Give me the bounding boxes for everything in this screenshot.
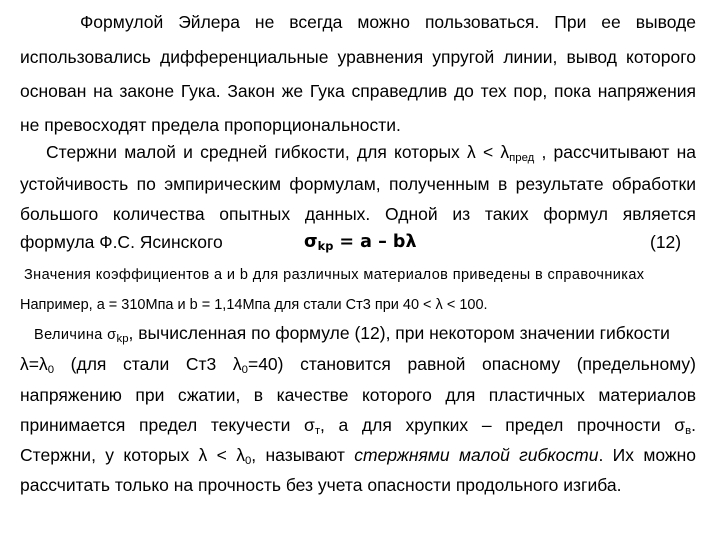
lambda0-subscript-3: 0 xyxy=(244,454,252,467)
p4-line-5-mid: , называют xyxy=(251,445,355,465)
lambda0-subscript: 0 xyxy=(47,363,55,376)
sigma-t-subscript: т xyxy=(314,424,321,437)
sigma-kp-subscript: kp xyxy=(116,332,129,345)
p4-line-4-text: принимается предел текучести σ xyxy=(20,415,315,435)
p4-line-2-lambda: λ=λ xyxy=(20,354,48,374)
p4-line-2-text: (для стали Ст3 λ xyxy=(54,354,242,374)
p1-line-2: использовались дифференциальные уравнения упругой линии, вывод которого xyxy=(20,47,696,67)
p4-line-4-mid: , а для хрупких – предел прочности σ xyxy=(320,415,686,435)
p4-line-5 xyxy=(20,443,696,473)
sigma-v-subscript: в xyxy=(685,424,692,437)
formula-label: формула Ф.С. Ясинского xyxy=(20,232,223,252)
formula-number: (12) xyxy=(650,232,682,252)
lambda0-subscript-2: 0 xyxy=(241,363,248,376)
p2-line-1-tail: , рассчитывают на xyxy=(534,142,696,162)
p4-line-1-text: , вычисленная по формуле (12), при некотором значении гибкости xyxy=(128,323,670,343)
small-flexibility-term: стержнями малой гибкости xyxy=(354,445,599,465)
p1-line-4: не превосходят предела пропорциональности. xyxy=(20,115,401,135)
p4-line-6: рассчитать только на прочность без учета опасности продольного изгиба. xyxy=(20,475,622,495)
p2-line-1 xyxy=(46,140,696,170)
p3-line-2: Например, a = 310Мпа и b = 1,14Мпа для стали Ст3 при 40 < λ < 100. xyxy=(20,297,488,313)
formula-line xyxy=(20,230,696,254)
p4-line-1 xyxy=(34,321,696,351)
formula-rhs: = a – bλ xyxy=(333,232,417,252)
p4-line-3: напряжению при сжатии, в качестве которого для пластичных материалов xyxy=(20,385,696,405)
formula-sigma-subscript: kp xyxy=(317,238,334,253)
p2-line-2: устойчивость по эмпирическим формулам, полученным в результате обработки xyxy=(20,174,696,194)
lambda-pred-subscript: пред xyxy=(509,151,535,164)
p4-line-5-text: Стержни, у которых λ < λ xyxy=(20,445,245,465)
p2-line-3: большого количества опытных данных. Одной из таких формул является xyxy=(20,204,696,224)
formula-sigma: σ xyxy=(304,232,318,252)
p4-line-5-end: . Их можно xyxy=(598,445,696,465)
yasinsky-formula xyxy=(304,230,417,258)
p2-line-1-text: Стержни малой и средней гибкости, для которых λ < λ xyxy=(46,142,510,162)
p4-line-4 xyxy=(20,413,696,443)
p1-line-1: Формулой Эйлера не всегда можно пользоваться. При ее выводе xyxy=(80,12,696,32)
p1-line-3: основан на законе Гука. Закон же Гука справедлив до тех пор, пока напряжения xyxy=(20,81,696,101)
p4-line-4-end: . xyxy=(691,415,696,435)
p4-line-2 xyxy=(20,352,696,382)
p3-line-1: Значения коэффициентов a и b для различных материалов приведены в справочниках xyxy=(24,267,645,283)
p4-line-1-start: Величина σ xyxy=(34,327,117,343)
p4-line-2-tail: =40) становится равной опасному (предельному) xyxy=(247,354,696,374)
